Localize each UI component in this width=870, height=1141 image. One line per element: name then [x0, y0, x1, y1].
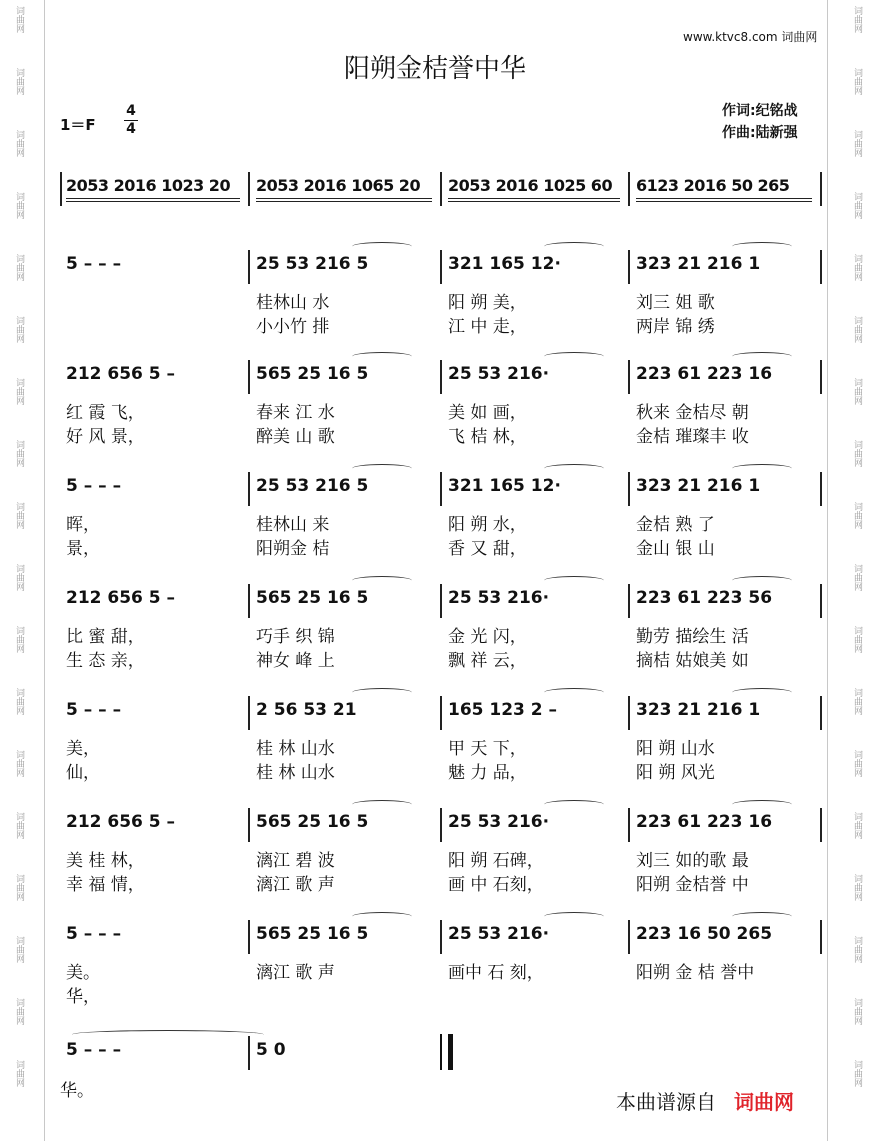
barline — [628, 696, 630, 730]
key-signature: 1＝F — [60, 116, 96, 134]
lyric-verse-1: 阳 朔 水， — [448, 515, 527, 535]
watermark-text: 词曲网 — [14, 564, 24, 591]
measure: 565 25 16 5 — [256, 812, 369, 832]
watermark-text: 词曲网 — [852, 998, 862, 1025]
barline — [248, 696, 250, 730]
measure: 2 56 53 21 — [256, 700, 357, 720]
watermark-text: 词曲网 — [852, 192, 862, 219]
barline — [628, 250, 630, 284]
slur-arc — [352, 464, 412, 473]
lyric-verse-1: 美。 — [66, 963, 100, 983]
watermark-text: 词曲网 — [14, 192, 24, 219]
watermark-text: 词曲网 — [14, 750, 24, 777]
slur-arc — [732, 688, 792, 697]
watermark-text: 词曲网 — [852, 440, 862, 467]
composer: 作曲:陆新强 — [722, 125, 798, 141]
lyric-verse-1: 美 桂 林， — [66, 851, 145, 871]
barline — [820, 920, 822, 954]
watermark-text: 词曲网 — [852, 688, 862, 715]
barline — [440, 250, 442, 284]
barline — [820, 472, 822, 506]
watermark-text: 词曲网 — [14, 998, 24, 1025]
credits — [722, 100, 798, 144]
watermark-text: 词曲网 — [14, 378, 24, 405]
lyric-verse-1: 巧手 织 锦 — [256, 627, 335, 647]
slur-arc — [732, 242, 792, 251]
slur-arc — [352, 242, 412, 251]
slur-arc — [732, 464, 792, 473]
watermark-text: 词曲网 — [852, 564, 862, 591]
barline — [248, 808, 250, 842]
intro-measure-3: 2053 2016 1025 60 — [448, 176, 613, 195]
measure: 565 25 16 5 — [256, 924, 369, 944]
measure: 5 – – – — [66, 254, 122, 274]
slur-arc — [544, 352, 604, 361]
barline — [628, 920, 630, 954]
lyric-verse-1: 春来 江 水 — [256, 403, 335, 423]
barline — [440, 808, 442, 842]
watermark-text: 词曲网 — [14, 688, 24, 715]
barline — [248, 360, 250, 394]
watermark-text: 词曲网 — [852, 812, 862, 839]
lyric-verse-1: 阳朔 金 桔 誉中 — [636, 963, 755, 983]
slur-arc — [732, 800, 792, 809]
barline — [248, 584, 250, 618]
lyric-verse-1: 美， — [66, 739, 100, 759]
barline — [628, 472, 630, 506]
barline — [248, 1036, 250, 1070]
lyric-verse-2: 幸 福 情， — [66, 875, 145, 895]
watermark-text: 词曲网 — [14, 874, 24, 901]
measure: 25 53 216· — [448, 364, 550, 384]
barline — [820, 360, 822, 394]
final-lyric: 华。 — [60, 1081, 94, 1101]
barline — [628, 172, 630, 206]
slur-arc — [352, 576, 412, 585]
lyric-verse-2: 小小竹 排 — [256, 317, 330, 337]
footer-brand[interactable]: 词曲网 — [734, 1090, 794, 1114]
watermark-text: 词曲网 — [852, 874, 862, 901]
measure: 565 25 16 5 — [256, 364, 369, 384]
time-signature — [124, 104, 138, 137]
lyric-verse-1: 刘三 如的歌 最 — [636, 851, 749, 871]
lyric-verse-2: 摘桔 姑娘美 如 — [636, 651, 749, 671]
lyric-verse-1: 桂林山 来 — [256, 515, 330, 535]
barline — [440, 584, 442, 618]
measure: 223 61 223 16 — [636, 364, 773, 384]
song-title: 阳朔金桔誉中华 — [343, 54, 526, 84]
lyric-verse-1: 勤劳 描绘生 活 — [636, 627, 749, 647]
barline — [440, 172, 442, 206]
lyric-verse-2: 华， — [66, 987, 100, 1007]
barline — [628, 584, 630, 618]
lyric-verse-2: 金山 银 山 — [636, 539, 715, 559]
watermark-text: 词曲网 — [852, 626, 862, 653]
slur-arc — [352, 800, 412, 809]
measure: 25 53 216· — [448, 588, 550, 608]
lyric-verse-2: 醉美 山 歌 — [256, 427, 335, 447]
slur-arc — [352, 688, 412, 697]
watermark-text: 词曲网 — [14, 6, 24, 33]
lyric-verse-2: 香 又 甜， — [448, 539, 527, 559]
measure: 323 21 216 1 — [636, 700, 761, 720]
barline — [440, 696, 442, 730]
lyric-verse-2: 景， — [66, 539, 100, 559]
watermark-text: 词曲网 — [14, 812, 24, 839]
watermark-text: 词曲网 — [14, 316, 24, 343]
slur-arc — [352, 912, 412, 921]
watermark-text: 词曲网 — [14, 254, 24, 281]
barline — [820, 172, 822, 206]
measure: 212 656 5 – — [66, 364, 176, 384]
lyric-verse-1: 比 蜜 甜， — [66, 627, 145, 647]
barline — [248, 172, 250, 206]
measure: 212 656 5 – — [66, 812, 176, 832]
lyric-verse-1: 甲 天 下， — [448, 739, 527, 759]
watermark-text: 词曲网 — [852, 254, 862, 281]
slur-arc — [352, 352, 412, 361]
measure: 223 61 223 56 — [636, 588, 773, 608]
measure: 25 53 216 5 — [256, 476, 369, 496]
watermark-text: 词曲网 — [14, 1060, 24, 1087]
watermark-text: 词曲网 — [14, 936, 24, 963]
measure: 323 21 216 1 — [636, 476, 761, 496]
watermark-text: 词曲网 — [852, 378, 862, 405]
lyric-verse-1: 秋来 金桔尽 朝 — [636, 403, 749, 423]
lyric-verse-1: 美 如 画， — [448, 403, 527, 423]
watermark-text: 词曲网 — [852, 130, 862, 157]
barline — [820, 808, 822, 842]
watermark-text: 词曲网 — [14, 626, 24, 653]
lyric-verse-1: 画中 石 刻， — [448, 963, 544, 983]
final-measure-2: 5 0 — [256, 1040, 286, 1060]
measure: 223 16 50 265 — [636, 924, 773, 944]
watermark-text: 词曲网 — [852, 936, 862, 963]
lyric-verse-2: 生 态 亲， — [66, 651, 145, 671]
lyric-verse-1: 金 光 闪， — [448, 627, 527, 647]
measure: 565 25 16 5 — [256, 588, 369, 608]
intro-measure-1: 2053 2016 1023 20 — [66, 176, 231, 195]
barline — [820, 250, 822, 284]
lyric-verse-2: 仙， — [66, 763, 100, 783]
barline — [440, 920, 442, 954]
watermark-text: 词曲网 — [852, 502, 862, 529]
lyric-verse-2: 好 风 景， — [66, 427, 145, 447]
footer-source — [616, 1086, 794, 1115]
site-url[interactable]: www.ktvc8.com 词曲网 — [683, 30, 818, 44]
intro-measure-4: 6123 2016 50 265 — [636, 176, 790, 195]
lyric-verse-2: 两岸 锦 绣 — [636, 317, 715, 337]
time-bottom: 4 — [126, 121, 136, 137]
watermark-text: 词曲网 — [14, 502, 24, 529]
barline — [248, 472, 250, 506]
tie-arc — [72, 1030, 264, 1039]
footer-text: 本曲谱源自 — [616, 1090, 716, 1114]
watermark-text: 词曲网 — [14, 130, 24, 157]
slur-arc — [544, 800, 604, 809]
lyric-verse-2: 魅 力 品， — [448, 763, 527, 783]
measure: 212 656 5 – — [66, 588, 176, 608]
slur-arc — [732, 576, 792, 585]
lyric-verse-1: 红 霞 飞， — [66, 403, 145, 423]
lyric-verse-2: 阳朔 金桔誉 中 — [636, 875, 749, 895]
measure: 321 165 12· — [448, 254, 561, 274]
measure: 25 53 216 5 — [256, 254, 369, 274]
lyric-verse-2: 阳朔金 桔 — [256, 539, 330, 559]
watermark-text: 词曲网 — [852, 68, 862, 95]
slur-arc — [544, 242, 604, 251]
lyric-verse-1: 阳 朔 美， — [448, 293, 527, 313]
lyric-verse-1: 桂 林 山水 — [256, 739, 335, 759]
lyric-verse-2: 飞 桔 林， — [448, 427, 527, 447]
slur-arc — [544, 464, 604, 473]
barline — [820, 696, 822, 730]
final-barline — [440, 1034, 453, 1070]
lyricist: 作词:纪铭战 — [722, 103, 798, 119]
watermark-text: 词曲网 — [852, 6, 862, 33]
watermark-text: 词曲网 — [852, 1060, 862, 1087]
lyric-verse-2: 阳 朔 风光 — [636, 763, 715, 783]
lyric-verse-2: 神女 峰 上 — [256, 651, 335, 671]
barline — [820, 584, 822, 618]
final-measure-1: 5 – – – — [66, 1040, 122, 1060]
lyric-verse-2: 画 中 石刻， — [448, 875, 544, 895]
measure: 5 – – – — [66, 476, 122, 496]
watermark-text: 词曲网 — [852, 750, 862, 777]
measure: 323 21 216 1 — [636, 254, 761, 274]
slur-arc — [544, 912, 604, 921]
measure: 165 123 2 – — [448, 700, 558, 720]
lyric-verse-1: 阳 朔 山水 — [636, 739, 715, 759]
barline — [440, 360, 442, 394]
lyric-verse-1: 金桔 熟 了 — [636, 515, 715, 535]
slur-arc — [544, 688, 604, 697]
lyric-verse-2: 桂 林 山水 — [256, 763, 335, 783]
barline — [440, 472, 442, 506]
barline — [628, 808, 630, 842]
slur-arc — [732, 912, 792, 921]
barline — [628, 360, 630, 394]
barline — [248, 920, 250, 954]
slur-arc — [732, 352, 792, 361]
measure: 5 – – – — [66, 700, 122, 720]
slur-arc — [544, 576, 604, 585]
lyric-verse-2: 江 中 走， — [448, 317, 527, 337]
watermark-text: 词曲网 — [14, 440, 24, 467]
barline — [60, 172, 62, 206]
intro-measure-2: 2053 2016 1065 20 — [256, 176, 421, 195]
measure: 5 – – – — [66, 924, 122, 944]
time-top: 4 — [126, 103, 136, 119]
lyric-verse-1: 桂林山 水 — [256, 293, 330, 313]
lyric-verse-2: 飘 祥 云， — [448, 651, 527, 671]
lyric-verse-1: 漓江 歌 声 — [256, 963, 335, 983]
measure: 25 53 216· — [448, 812, 550, 832]
barline — [248, 250, 250, 284]
lyric-verse-2: 漓江 歌 声 — [256, 875, 335, 895]
measure: 321 165 12· — [448, 476, 561, 496]
lyric-verse-1: 漓江 碧 波 — [256, 851, 335, 871]
lyric-verse-1: 晖， — [66, 515, 100, 535]
watermark-text: 词曲网 — [852, 316, 862, 343]
measure: 25 53 216· — [448, 924, 550, 944]
lyric-verse-1: 刘三 姐 歌 — [636, 293, 715, 313]
measure: 223 61 223 16 — [636, 812, 773, 832]
lyric-verse-2: 金桔 璀璨丰 收 — [636, 427, 749, 447]
watermark-text: 词曲网 — [14, 68, 24, 95]
lyric-verse-1: 阳 朔 石碑， — [448, 851, 544, 871]
